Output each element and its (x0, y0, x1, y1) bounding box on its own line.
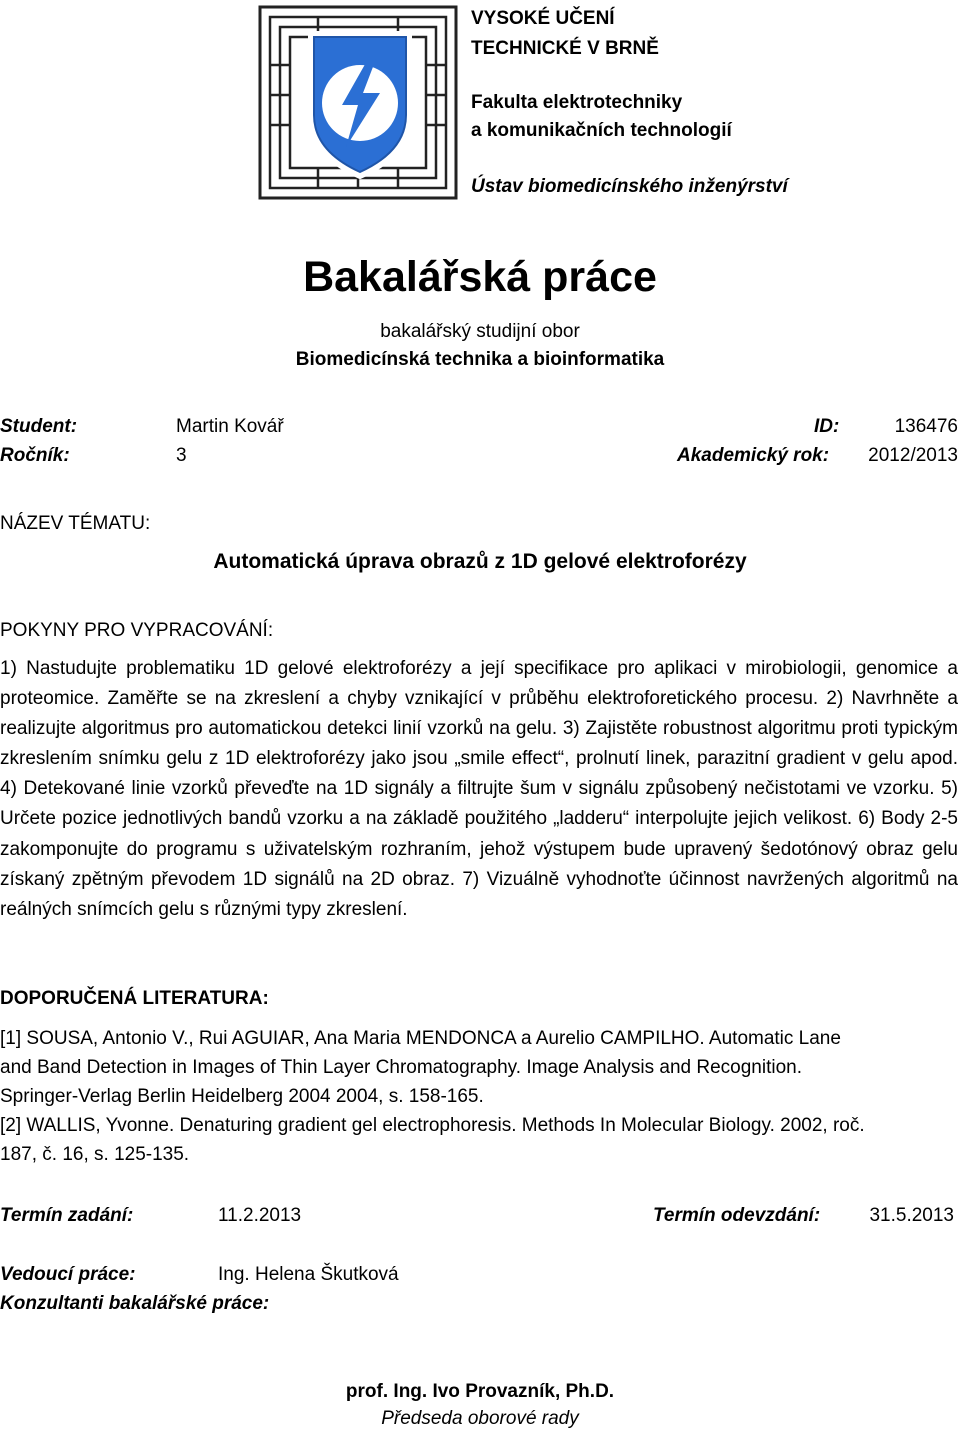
id-value: 136476 (894, 416, 958, 437)
student-value: Martin Kovář (176, 416, 284, 437)
year-label: Ročník: (0, 445, 70, 466)
topic-label: NÁZEV TÉMATU: (0, 513, 151, 534)
instructions-label: POKYNY PRO VYPRACOVÁNÍ: (0, 620, 274, 641)
instructions-text: 1) Nastudujte problematiku 1D gelové elektroforézy a její specifikace pro aplikaci v mirobiologii, genomice a proteomice. Zaměřte se na zkreslení a chyby vznikající v průběhu elektroforetického procesu. 2) Navrhněte a realizujte algoritmus pro automatickou detekci linií vzorků na gelu. 3) Zajistěte robustnost algoritmu proti typickým zkreslením snímku gelu z 1D elektroforézy jako jsou „smile effect“, prolnutí linek, parazitní gradient v gelu apod. 4) Detekované linie vzorků převeďte na 1D signály a filtrujte šum v signálu způsobený nečistotami ve vzorku. 5) Určete pozice jednotlivých bandů vzorku a na základě použitého „ladderu“ interpolujte jejich velikost. 6) Body 2-5 zakomponujte do programu s uživatelským rozhraním, jehož výstupem bude upravený šedotónový obraz gelu získaný zpětným převodem 1D signálů na 2D obraz. 7) Vizuálně vyhodnoťte účinnost navržených algoritmů na reálných snímcích gelu s různými typy zkreslení. (0, 658, 958, 920)
signature-name: prof. Ing. Ivo Provazník, Ph.D. (345, 1381, 615, 1402)
assignment-date-label: Termín zadání: (0, 1205, 134, 1226)
consultants-label: Konzultanti bakalářské práce: (0, 1293, 270, 1314)
submission-date-value: 31.5.2013 (869, 1205, 954, 1226)
program-name: Biomedicínská technika a bioinformatika (295, 349, 665, 370)
student-label: Student: (0, 416, 78, 437)
faculty-name-line2: a komunikačních technologií (471, 120, 732, 141)
faculty-name-line1: Fakulta elektrotechniky (471, 92, 683, 113)
academic-year-value: 2012/2013 (868, 445, 958, 466)
institution-name-line2: TECHNICKÉ V BRNĚ (471, 38, 659, 59)
literature-ref2-line1: [2] WALLIS, Yvonne. Denaturing gradient gel electrophoresis. Methods In Molecular Biology. 2002, roč. (0, 1115, 865, 1136)
literature-ref2-line2: 187, č. 16, s. 125-135. (0, 1144, 190, 1165)
program-type: bakalářský studijní obor (380, 321, 580, 342)
supervisor-label: Vedoucí práce: (0, 1264, 136, 1285)
department-name: Ústav biomedicínského inženýrství (471, 176, 788, 197)
signature-role: Předseda oborové rady (381, 1408, 579, 1429)
literature-ref1-line1: [1] SOUSA, Antonio V., Rui AGUIAR, Ana Maria MENDONCA a Aurelio CAMPILHO. Automatic Lane (0, 1028, 841, 1049)
topic-title: Automatická úprava obrazů z 1D gelové elektroforézy (213, 550, 747, 573)
document-title: Bakalářská práce (303, 253, 657, 301)
id-label: ID: (814, 416, 840, 437)
literature-list (0, 1024, 958, 1169)
academic-year-label: Akademický rok: (677, 445, 830, 466)
year-value: 3 (176, 445, 187, 466)
vut-lightning-shield-logo (258, 5, 458, 200)
institution-name-line1: VYSOKÉ UČENÍ (471, 8, 615, 29)
submission-date-label: Termín odevzdání: (653, 1205, 821, 1226)
literature-ref1-line2: and Band Detection in Images of Thin Layer Chromatography. Image Analysis and Recognition. (0, 1057, 802, 1078)
assignment-date-value: 11.2.2013 (218, 1205, 302, 1226)
supervisor-value: Ing. Helena Škutková (218, 1264, 399, 1285)
literature-label: DOPORUČENÁ LITERATURA: (0, 988, 269, 1009)
literature-ref1-line3: Springer-Verlag Berlin Heidelberg 2004 2004, s. 158-165. (0, 1086, 484, 1107)
